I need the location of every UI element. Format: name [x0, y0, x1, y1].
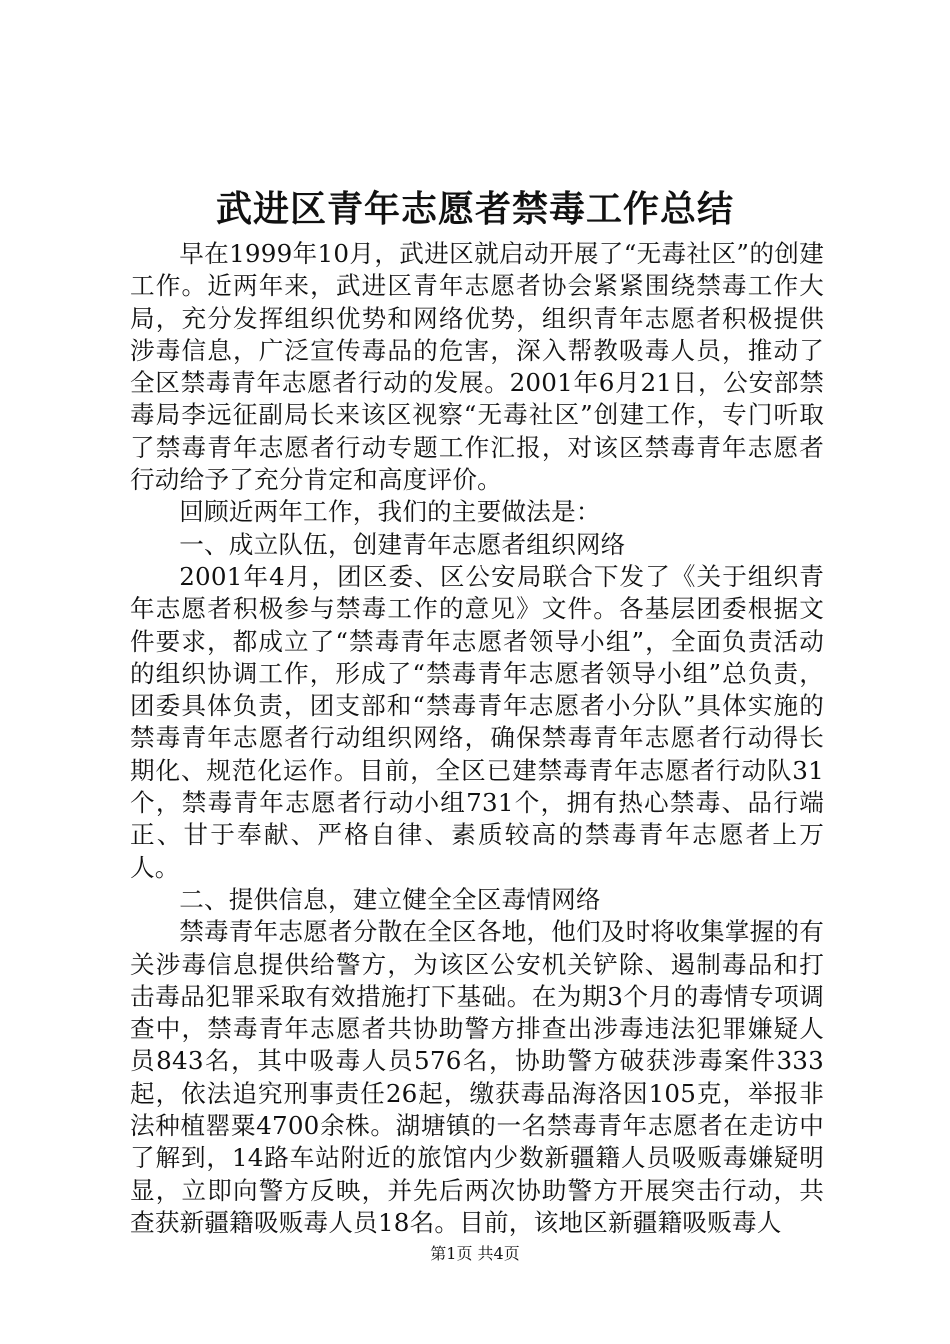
section-heading-1: 一、成立队伍，创建青年志愿者组织网络 — [179, 529, 626, 559]
paragraph-review: 回顾近两年工作，我们的主要做法是： — [179, 497, 601, 527]
document-title: 武进区青年志愿者禁毒工作总结 — [215, 189, 734, 230]
page-number-footer: 第1页 共4页 — [430, 1244, 520, 1263]
paragraph-section-2: 禁毒青年志愿者分散在全区各地，他们及时将收集掌握的有关涉毒信息提供给警方，为该区公安机关铲除、遏制毒品和打击毒品犯罪采取有效措施打下基础。在为期3个月的毒情专项调查中，禁毒青年志愿者共协助警方排查出涉毒违法犯罪嫌疑人员843名，其中吸毒人员576名，协助警方破获涉毒案件333起，依法追究刑事责任26起，缴获毒品海洛因105克，举报非法种植罂粟4700余株。湖塘镇的一名禁毒青年志愿者在走访中了解到，14路车站附近的旅馆内少数新疆籍人员吸贩毒嫌疑明显，立即向警方反映，并先后两次协助警方开展突击行动，共查获新疆籍吸贩毒人员18名。目前，该地区新疆籍吸贩毒人 — [130, 917, 824, 1237]
section-heading-2: 二、提供信息，建立健全全区毒情网络 — [179, 884, 601, 914]
paragraph-intro: 早在1999年10月，武进区就启动开展了“无毒社区”的创建工作。近两年来，武进区青年志愿者协会紧紧围绕禁毒工作大局，充分发挥组织优势和网络优势，组织青年志愿者积极提供涉毒信息，广泛宣传毒品的危害，深入帮教吸毒人员，推动了全区禁毒青年志愿者行动的发展。2001年6月21日，公安部禁毒局李远征副局长来该区视察“无毒社区”创建工作，专门听取了禁毒青年志愿者行动专题工作汇报，对该区禁毒青年志愿者行动给予了充分肯定和高度评价。 — [130, 239, 824, 495]
document-body — [130, 238, 824, 1239]
paragraph-section-1: 2001年4月，团区委、区公安局联合下发了《关于组织青年志愿者积极参与禁毒工作的意见》文件。各基层团委根据文件要求，都成立了“禁毒青年志愿者领导小组”，全面负责活动的组织协调工作，形成了“禁毒青年志愿者领导小组”总负责，团委具体负责，团支部和“禁毒青年志愿者小分队”具体实施的禁毒青年志愿者行动组织网络，确保禁毒青年志愿者行动得长期化、规范化运作。目前，全区已建禁毒青年志愿者行动队31个，禁毒青年志愿者行动小组731个，拥有热心禁毒、品行端正、甘于奉献、严格自律、素质较高的禁毒青年志愿者上万人。 — [130, 561, 824, 882]
